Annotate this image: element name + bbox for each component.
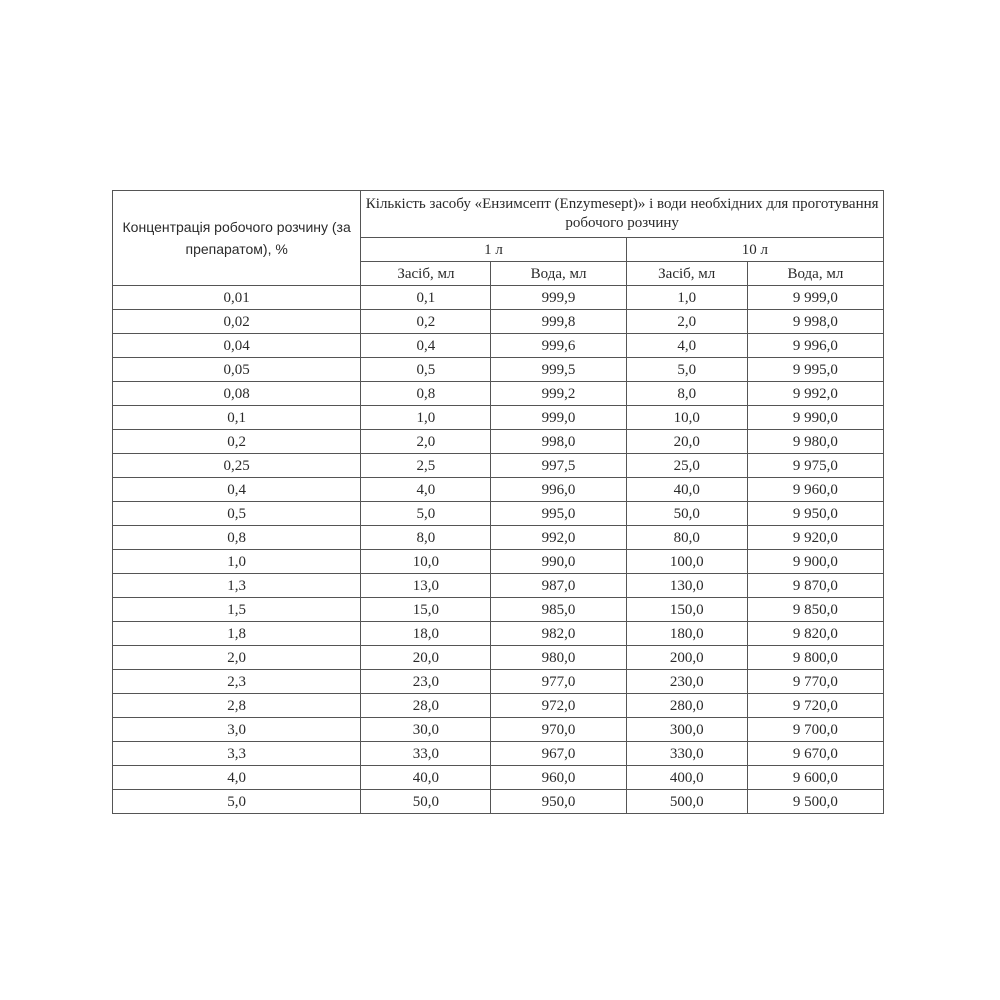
concentration-cell: 2,0 [113, 646, 361, 670]
water-10l-cell: 9 995,0 [747, 358, 883, 382]
agent-10l-cell: 1,0 [626, 286, 747, 310]
agent-10l-cell: 80,0 [626, 526, 747, 550]
concentration-cell: 0,1 [113, 406, 361, 430]
concentration-cell: 4,0 [113, 766, 361, 790]
water-10l-cell: 9 770,0 [747, 670, 883, 694]
table-row [113, 478, 884, 502]
table-row [113, 622, 884, 646]
water-10l-cell: 9 870,0 [747, 574, 883, 598]
water-1l-cell: 960,0 [491, 766, 626, 790]
table-row [113, 718, 884, 742]
water-1l-cell: 950,0 [491, 790, 626, 814]
agent-10l-cell: 20,0 [626, 430, 747, 454]
concentration-cell: 1,0 [113, 550, 361, 574]
water-10l-cell: 9 670,0 [747, 742, 883, 766]
agent-1l-cell: 8,0 [361, 526, 491, 550]
water-1l-cell: 998,0 [491, 430, 626, 454]
water-1l-cell: 992,0 [491, 526, 626, 550]
agent-1l-cell: 2,5 [361, 454, 491, 478]
agent-10l-cell: 500,0 [626, 790, 747, 814]
concentration-cell: 2,3 [113, 670, 361, 694]
water-10l-cell: 9 900,0 [747, 550, 883, 574]
water-1l-cell: 972,0 [491, 694, 626, 718]
agent-1l-cell: 0,2 [361, 310, 491, 334]
agent-1l-cell: 5,0 [361, 502, 491, 526]
agent-10l-cell: 5,0 [626, 358, 747, 382]
water-1l-cell: 982,0 [491, 622, 626, 646]
agent-1l-cell: 1,0 [361, 406, 491, 430]
table-row [113, 646, 884, 670]
agent-1l-cell: 20,0 [361, 646, 491, 670]
water-1l-cell: 999,5 [491, 358, 626, 382]
agent-10l-cell: 4,0 [626, 334, 747, 358]
water-10l-cell: 9 999,0 [747, 286, 883, 310]
table-row [113, 454, 884, 478]
table-row [113, 430, 884, 454]
concentration-cell: 1,8 [113, 622, 361, 646]
agent-1l-cell: 30,0 [361, 718, 491, 742]
agent-1l-cell: 15,0 [361, 598, 491, 622]
water-10l-cell: 9 800,0 [747, 646, 883, 670]
concentration-cell: 0,4 [113, 478, 361, 502]
concentration-cell: 1,3 [113, 574, 361, 598]
water-10l-cell: 9 700,0 [747, 718, 883, 742]
water-10l-cell: 9 960,0 [747, 478, 883, 502]
agent-10l-header: Засіб, мл [626, 262, 747, 286]
agent-1l-cell: 23,0 [361, 670, 491, 694]
water-1l-cell: 967,0 [491, 742, 626, 766]
water-10l-cell: 9 990,0 [747, 406, 883, 430]
agent-10l-cell: 180,0 [626, 622, 747, 646]
agent-1l-cell: 0,1 [361, 286, 491, 310]
concentration-cell: 0,8 [113, 526, 361, 550]
water-1l-cell: 999,0 [491, 406, 626, 430]
table-row [113, 310, 884, 334]
concentration-cell: 0,25 [113, 454, 361, 478]
water-10l-cell: 9 820,0 [747, 622, 883, 646]
table-header [113, 191, 884, 286]
table-row [113, 406, 884, 430]
water-1l-cell: 997,5 [491, 454, 626, 478]
concentration-cell: 0,02 [113, 310, 361, 334]
agent-1l-cell: 13,0 [361, 574, 491, 598]
agent-10l-cell: 230,0 [626, 670, 747, 694]
table-row [113, 286, 884, 310]
table-row [113, 694, 884, 718]
water-1l-cell: 999,9 [491, 286, 626, 310]
table-row [113, 670, 884, 694]
concentration-cell: 3,0 [113, 718, 361, 742]
agent-10l-cell: 330,0 [626, 742, 747, 766]
water-10l-cell: 9 996,0 [747, 334, 883, 358]
agent-10l-cell: 280,0 [626, 694, 747, 718]
concentration-cell: 1,5 [113, 598, 361, 622]
table-row [113, 790, 884, 814]
water-10l-cell: 9 980,0 [747, 430, 883, 454]
table-row [113, 526, 884, 550]
agent-1l-cell: 50,0 [361, 790, 491, 814]
water-1l-cell: 990,0 [491, 550, 626, 574]
volume-1l-header: 1 л [361, 238, 626, 262]
agent-10l-cell: 8,0 [626, 382, 747, 406]
header-row-top [113, 191, 884, 238]
water-10l-cell: 9 500,0 [747, 790, 883, 814]
agent-10l-cell: 400,0 [626, 766, 747, 790]
water-1l-cell: 977,0 [491, 670, 626, 694]
water-10l-cell: 9 998,0 [747, 310, 883, 334]
water-10l-cell: 9 850,0 [747, 598, 883, 622]
table-row [113, 766, 884, 790]
water-1l-cell: 985,0 [491, 598, 626, 622]
water-1l-cell: 999,8 [491, 310, 626, 334]
agent-1l-cell: 18,0 [361, 622, 491, 646]
water-1l-cell: 996,0 [491, 478, 626, 502]
agent-1l-cell: 0,4 [361, 334, 491, 358]
agent-1l-cell: 0,8 [361, 382, 491, 406]
agent-10l-cell: 40,0 [626, 478, 747, 502]
table-row [113, 742, 884, 766]
agent-10l-cell: 10,0 [626, 406, 747, 430]
agent-10l-cell: 150,0 [626, 598, 747, 622]
agent-1l-header: Засіб, мл [361, 262, 491, 286]
concentration-cell: 0,2 [113, 430, 361, 454]
concentration-cell: 0,5 [113, 502, 361, 526]
table-row [113, 502, 884, 526]
table-row [113, 382, 884, 406]
agent-1l-cell: 4,0 [361, 478, 491, 502]
water-1l-cell: 999,6 [491, 334, 626, 358]
table-row [113, 358, 884, 382]
concentration-cell: 0,01 [113, 286, 361, 310]
dilution-table [112, 190, 884, 814]
agent-10l-cell: 100,0 [626, 550, 747, 574]
water-10l-cell: 9 992,0 [747, 382, 883, 406]
water-1l-cell: 970,0 [491, 718, 626, 742]
concentration-cell: 0,05 [113, 358, 361, 382]
water-10l-cell: 9 720,0 [747, 694, 883, 718]
water-1l-cell: 999,2 [491, 382, 626, 406]
table-row [113, 574, 884, 598]
agent-10l-cell: 50,0 [626, 502, 747, 526]
concentration-cell: 0,08 [113, 382, 361, 406]
water-10l-header: Вода, мл [747, 262, 883, 286]
water-1l-cell: 995,0 [491, 502, 626, 526]
table-body [113, 286, 884, 814]
agent-10l-cell: 25,0 [626, 454, 747, 478]
agent-1l-cell: 0,5 [361, 358, 491, 382]
agent-1l-cell: 28,0 [361, 694, 491, 718]
table-row [113, 598, 884, 622]
agent-1l-cell: 33,0 [361, 742, 491, 766]
water-10l-cell: 9 600,0 [747, 766, 883, 790]
table-row [113, 334, 884, 358]
concentration-cell: 3,3 [113, 742, 361, 766]
quantity-header: Кількість засобу «Ензимсепт (Enzymesept)» і води необхідних для проготування робочого розчину [361, 191, 884, 238]
water-10l-cell: 9 975,0 [747, 454, 883, 478]
water-10l-cell: 9 920,0 [747, 526, 883, 550]
water-10l-cell: 9 950,0 [747, 502, 883, 526]
agent-1l-cell: 2,0 [361, 430, 491, 454]
volume-10l-header: 10 л [626, 238, 883, 262]
water-1l-cell: 987,0 [491, 574, 626, 598]
concentration-cell: 0,04 [113, 334, 361, 358]
agent-10l-cell: 200,0 [626, 646, 747, 670]
water-1l-header: Вода, мл [491, 262, 626, 286]
concentration-cell: 2,8 [113, 694, 361, 718]
agent-10l-cell: 2,0 [626, 310, 747, 334]
concentration-header: Концентрація робочого розчину (за препаратом), % [113, 191, 361, 286]
table-row [113, 550, 884, 574]
concentration-cell: 5,0 [113, 790, 361, 814]
agent-10l-cell: 300,0 [626, 718, 747, 742]
water-1l-cell: 980,0 [491, 646, 626, 670]
agent-1l-cell: 40,0 [361, 766, 491, 790]
agent-1l-cell: 10,0 [361, 550, 491, 574]
agent-10l-cell: 130,0 [626, 574, 747, 598]
